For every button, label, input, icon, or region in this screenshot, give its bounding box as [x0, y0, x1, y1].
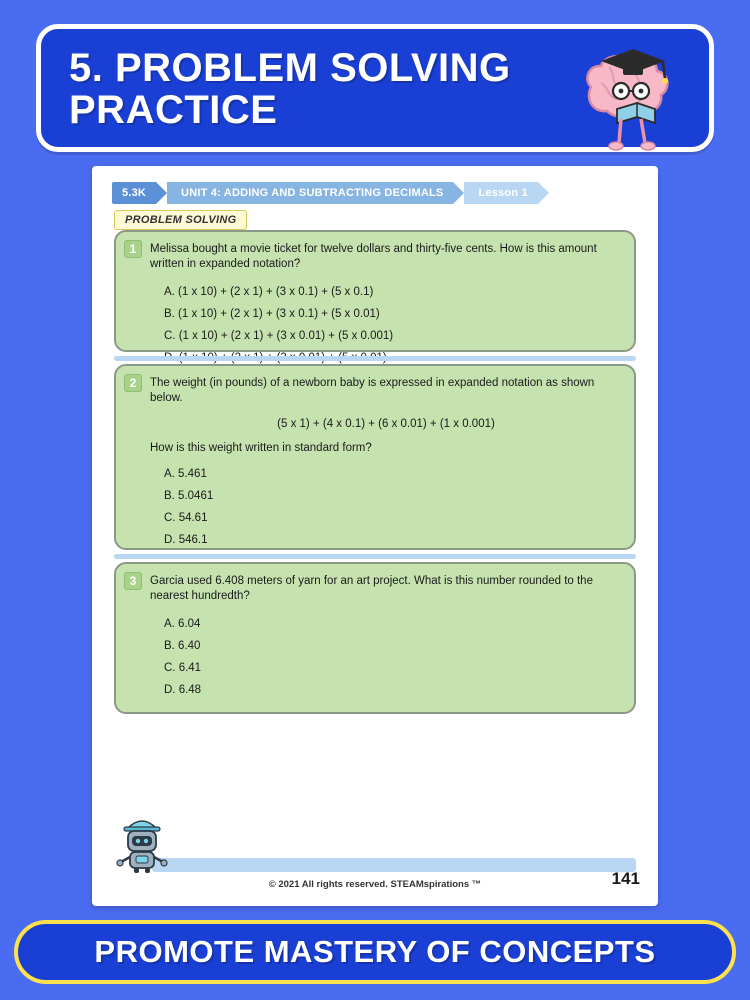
worksheet-page: [92, 166, 658, 906]
choice-option[interactable]: C. (1 x 10) + (2 x 1) + (3 x 0.01) + (5 x 0.001): [164, 330, 394, 343]
choice-option[interactable]: B. 5.0461: [164, 490, 214, 503]
question-subtext: How is this weight written in standard form?: [150, 442, 372, 455]
question-card: [114, 364, 636, 550]
question-number: 3: [124, 572, 142, 590]
footer-copyright: © 2021 All rights reserved. STEAMspirations ™: [268, 879, 482, 890]
page-title: 5. PROBLEM SOLVING PRACTICE: [69, 46, 511, 132]
question-number: 2: [124, 374, 142, 392]
choice-option[interactable]: A. (1 x 10) + (2 x 1) + (3 x 0.1) + (5 x 0.1): [164, 286, 374, 299]
choice-option[interactable]: C. 54.61: [164, 512, 208, 525]
section-divider: [114, 554, 636, 559]
choice-list: [150, 286, 622, 364]
choice-option[interactable]: D. 6.48: [164, 684, 202, 697]
choice-option[interactable]: B. (1 x 10) + (2 x 1) + (3 x 0.1) + (5 x 0.01): [164, 308, 380, 321]
section-tag: PROBLEM SOLVING: [114, 210, 247, 230]
choice-list: [150, 618, 622, 696]
brain-mascot-icon: [561, 39, 691, 154]
breadcrumb-code: 5.3K: [112, 182, 156, 204]
question-text: Melissa bought a movie ticket for twelve dollars and thirty-five cents. How is this amount written in expanded notation?: [150, 243, 597, 271]
choice-option[interactable]: A. 6.04: [164, 618, 201, 631]
choice-option[interactable]: D. 546.1: [164, 534, 208, 547]
question-text: The weight (in pounds) of a newborn baby is expressed in expanded notation as shown below.: [150, 377, 595, 405]
footer-bar: [152, 858, 636, 872]
robot-mascot-icon: [114, 812, 170, 874]
section-divider: [114, 356, 636, 361]
question-expression: (5 x 1) + (4 x 0.1) + (6 x 0.01) + (1 x 0.001): [277, 418, 495, 431]
bottom-banner: [14, 920, 736, 984]
breadcrumb-unit: UNIT 4: ADDING AND SUBTRACTING DECIMALS: [167, 182, 453, 204]
bottom-banner-title: PROMOTE MASTERY OF CONCEPTS: [94, 934, 656, 969]
page-number: 141: [611, 869, 640, 888]
question-number: 1: [124, 240, 142, 258]
question-text: Garcia used 6.408 meters of yarn for an art project. What is this number rounded to the nearest hundredth?: [150, 575, 593, 603]
choice-list: [150, 468, 622, 546]
choice-option[interactable]: C. 6.41: [164, 662, 202, 675]
choice-option[interactable]: A. 5.461: [164, 468, 207, 481]
choice-option[interactable]: B. 6.40: [164, 640, 201, 653]
breadcrumb: [112, 182, 538, 204]
breadcrumb-lesson: Lesson 1: [464, 182, 537, 204]
top-banner: [36, 24, 714, 152]
question-card: [114, 562, 636, 714]
question-card: [114, 230, 636, 352]
